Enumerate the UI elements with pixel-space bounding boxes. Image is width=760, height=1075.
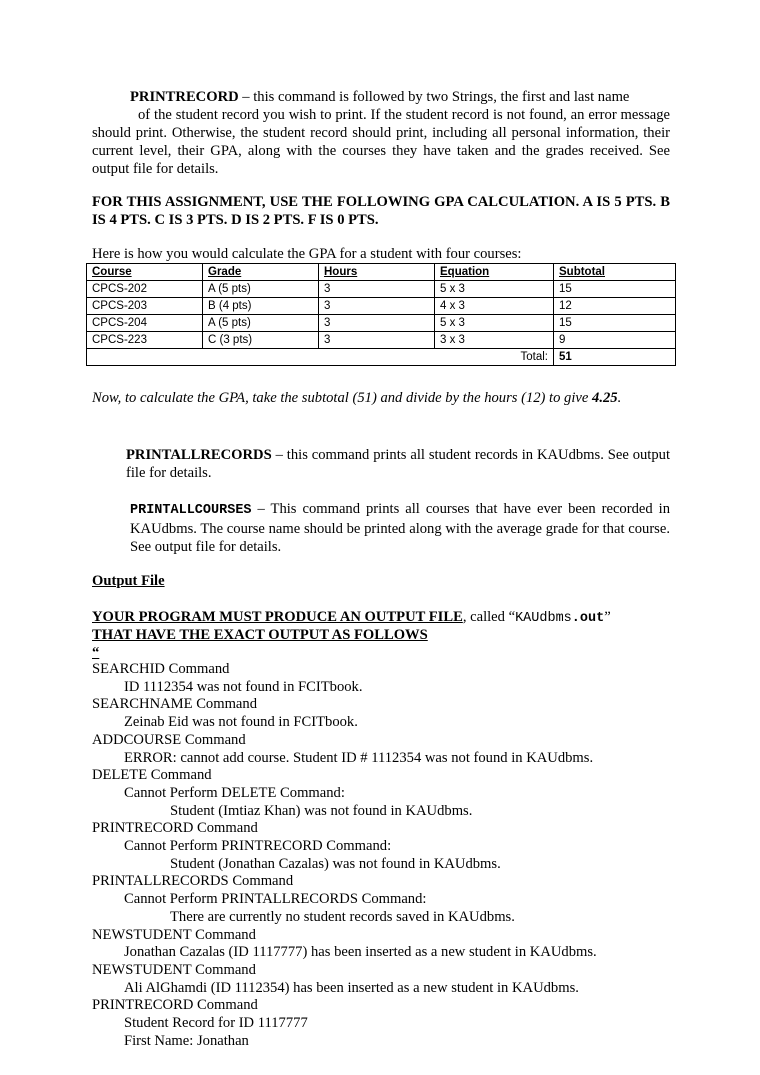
printallcourses-item: PRINTALLCOURSES – This command prints all courses that have ever been recorded in KAUdbms. The course name should be printed along with the average grade for that course. See output file for details.	[130, 501, 670, 555]
gpa-notice: FOR THIS ASSIGNMENT, USE THE FOLLOWING GPA CALCULATION. A IS 5 PTS. B IS 4 PTS. C IS 3 PTS. D IS 2 PTS. F IS 0 PTS.	[92, 194, 670, 228]
table-header-row	[87, 264, 676, 281]
output-line: SEARCHID Command	[92, 661, 230, 677]
output-line: ERROR: cannot add course. Student ID # 1112354 was not found in KAUdbms.	[124, 749, 594, 766]
output-requirement-line2: THAT HAVE THE EXACT OUTPUT AS FOLLOWS	[92, 627, 428, 643]
table-total-row	[87, 349, 676, 366]
cell-equation: 3 x 3	[435, 332, 554, 349]
cell-grade: C (3 pts)	[203, 332, 319, 349]
output-line: PRINTRECORD Command	[92, 997, 258, 1014]
cell-subtotal: 15	[554, 281, 676, 298]
cell-grade: A (5 pts)	[203, 281, 319, 298]
cell-hours: 3	[319, 332, 435, 349]
printallrecords-command: PRINTALLRECORDS	[126, 447, 272, 463]
output-line: Student (Jonathan Cazalas) was not found in KAUdbms.	[170, 855, 501, 872]
cell-grade: B (4 pts)	[203, 298, 319, 315]
printrecord-first-line: PRINTRECORD – this command is followed by two Strings, the first and last name	[130, 89, 630, 105]
output-line: There are currently no student records saved in KAUdbms.	[170, 908, 515, 925]
cell-course: CPCS-202	[87, 281, 203, 298]
total-value: 51	[554, 349, 676, 366]
header-equation: Equation	[435, 264, 554, 281]
output-file-heading: Output File	[92, 573, 165, 589]
header-grade: Grade	[203, 264, 319, 281]
cell-hours: 3	[319, 298, 435, 315]
cell-equation: 5 x 3	[435, 315, 554, 332]
table-intro: Here is how you would calculate the GPA for a student with four courses:	[92, 246, 522, 262]
cell-subtotal: 9	[554, 332, 676, 349]
output-line: NEWSTUDENT Command	[92, 961, 256, 978]
cell-course: CPCS-204	[87, 315, 203, 332]
cell-hours: 3	[319, 281, 435, 298]
cell-subtotal: 15	[554, 315, 676, 332]
output-line: Ali AlGhamdi (ID 1112354) has been inserted as a new student in KAUdbms.	[124, 979, 579, 996]
opening-quote: “	[92, 645, 100, 661]
table-row	[87, 298, 676, 315]
output-line: Jonathan Cazalas (ID 1117777) has been inserted as a new student in KAUdbms.	[124, 944, 597, 961]
header-subtotal: Subtotal	[554, 264, 676, 281]
gpa-result: 4.25	[592, 390, 618, 406]
cell-subtotal: 12	[554, 298, 676, 315]
printrecord-command: PRINTRECORD	[130, 89, 239, 105]
output-filename: KAUdbms	[515, 611, 572, 626]
output-line: First Name: Jonathan	[124, 1032, 249, 1049]
output-line: DELETE Command	[92, 767, 212, 784]
table-row	[87, 281, 676, 298]
output-line: Student (Imtiaz Khan) was not found in KAUdbms.	[170, 802, 473, 819]
output-line: PRINTRECORD Command	[92, 820, 258, 837]
output-line: NEWSTUDENT Command	[92, 926, 256, 943]
printallrecords-item: PRINTALLRECORDS – this command prints all student records in KAUdbms. See output file for details.	[126, 447, 670, 481]
output-line: PRINTALLRECORDS Command	[92, 873, 294, 890]
cell-course: CPCS-223	[87, 332, 203, 349]
cell-course: CPCS-203	[87, 298, 203, 315]
output-line: Zeinab Eid was not found in FCITbook.	[124, 714, 358, 731]
cell-hours: 3	[319, 315, 435, 332]
output-requirement-line1: YOUR PROGRAM MUST PRODUCE AN OUTPUT FILE, called “KAUdbms.out”	[92, 609, 611, 626]
output-line: Cannot Perform DELETE Command:	[124, 784, 345, 801]
header-hours: Hours	[319, 264, 435, 281]
table-row	[87, 332, 676, 349]
cell-equation: 4 x 3	[435, 298, 554, 315]
cell-equation: 5 x 3	[435, 281, 554, 298]
total-label: Total:	[87, 349, 554, 366]
output-line: Cannot Perform PRINTRECORD Command:	[124, 838, 392, 854]
output-line: Student Record for ID 1117777	[124, 1015, 308, 1031]
output-line: ADDCOURSE Command	[92, 731, 246, 748]
header-course: Course	[87, 264, 203, 281]
output-line: SEARCHNAME Command	[92, 696, 257, 713]
gpa-explanation: Now, to calculate the GPA, take the subtotal (51) and divide by the hours (12) to give 4.25.	[92, 390, 622, 406]
output-line: Cannot Perform PRINTALLRECORDS Command:	[124, 891, 427, 908]
gpa-table	[86, 263, 676, 366]
printrecord-description: of the student record you wish to print. If the student record is not found, an error message should print. Otherwise, the student record should print, including all personal information, their current level, their GPA, along with the courses they have taken and the grades received. See output file for details.	[92, 107, 670, 177]
table-row	[87, 315, 676, 332]
printallcourses-command: PRINTALLCOURSES	[130, 503, 252, 518]
cell-grade: A (5 pts)	[203, 315, 319, 332]
output-line: ID 1112354 was not found in FCITbook.	[124, 678, 363, 695]
